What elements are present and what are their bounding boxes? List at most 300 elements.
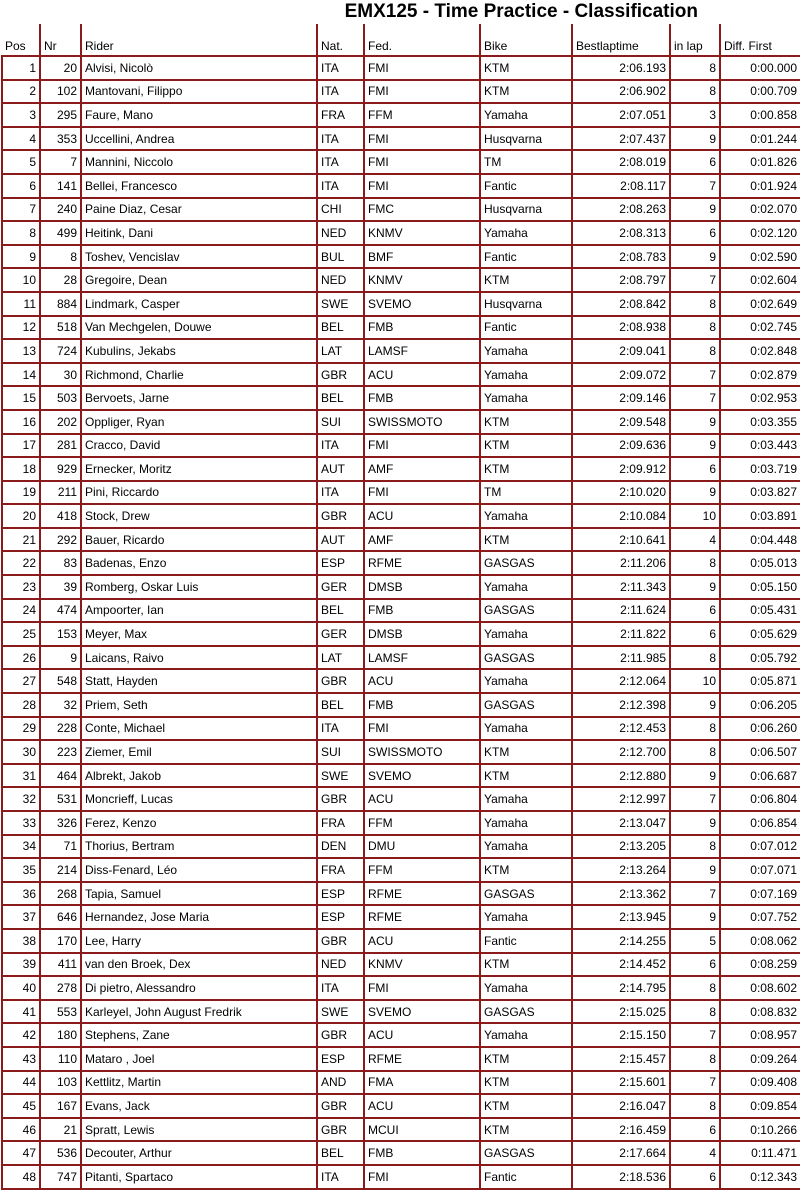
nr-cell: 7: [40, 150, 81, 174]
table-row: [2, 953, 800, 977]
pos-cell: 2: [2, 80, 40, 104]
bestlaptime-cell: 2:11.822: [572, 622, 670, 646]
fed-cell: FFM: [364, 858, 480, 882]
nr-cell: 102: [40, 80, 81, 104]
fed-cell: DMSB: [364, 622, 480, 646]
nat-cell: GER: [317, 622, 364, 646]
bike-cell: Fantic: [480, 174, 572, 198]
fed-cell: LAMSF: [364, 339, 480, 363]
column-header-nr: Nr: [40, 24, 81, 56]
rider-cell: Karleyel, John August Fredrik: [81, 1000, 317, 1024]
bestlaptime-cell: 2:08.783: [572, 245, 670, 269]
in-lap-cell: 9: [670, 858, 720, 882]
column-header-rider: Rider: [81, 24, 317, 56]
column-header-in-lap: in lap: [670, 24, 720, 56]
in-lap-cell: 7: [670, 1023, 720, 1047]
in-lap-cell: 8: [670, 835, 720, 859]
table-row: [2, 1071, 800, 1095]
bike-cell: KTM: [480, 434, 572, 458]
rider-cell: Tapia, Samuel: [81, 882, 317, 906]
table-row: [2, 457, 800, 481]
bestlaptime-cell: 2:14.452: [572, 953, 670, 977]
pos-cell: 18: [2, 457, 40, 481]
nat-cell: GBR: [317, 363, 364, 387]
in-lap-cell: 6: [670, 953, 720, 977]
nat-cell: ESP: [317, 551, 364, 575]
pos-cell: 34: [2, 835, 40, 859]
diff-first-cell: 0:02.848: [720, 339, 800, 363]
in-lap-cell: 8: [670, 292, 720, 316]
pos-cell: 45: [2, 1094, 40, 1118]
diff-first-cell: 0:05.792: [720, 646, 800, 670]
in-lap-cell: 4: [670, 1141, 720, 1165]
pos-cell: 41: [2, 1000, 40, 1024]
nr-cell: 202: [40, 410, 81, 434]
in-lap-cell: 8: [670, 740, 720, 764]
pos-cell: 24: [2, 599, 40, 623]
nr-cell: 295: [40, 103, 81, 127]
table-row: [2, 764, 800, 788]
nr-cell: 548: [40, 669, 81, 693]
table-row: [2, 221, 800, 245]
table-row: [2, 363, 800, 387]
bike-cell: Yamaha: [480, 386, 572, 410]
diff-first-cell: 0:05.013: [720, 551, 800, 575]
pos-cell: 27: [2, 669, 40, 693]
table-row: [2, 669, 800, 693]
rider-cell: Moncrieff, Lucas: [81, 787, 317, 811]
bike-cell: Yamaha: [480, 363, 572, 387]
bestlaptime-cell: 2:08.313: [572, 221, 670, 245]
rider-cell: Alvisi, Nicolò: [81, 56, 317, 80]
table-row: [2, 740, 800, 764]
in-lap-cell: 6: [670, 599, 720, 623]
bestlaptime-cell: 2:10.084: [572, 504, 670, 528]
in-lap-cell: 7: [670, 386, 720, 410]
table-row: [2, 858, 800, 882]
fed-cell: DMSB: [364, 575, 480, 599]
nat-cell: LAT: [317, 339, 364, 363]
bestlaptime-cell: 2:13.362: [572, 882, 670, 906]
bestlaptime-cell: 2:06.902: [572, 80, 670, 104]
diff-first-cell: 0:09.264: [720, 1047, 800, 1071]
rider-cell: Richmond, Charlie: [81, 363, 317, 387]
table-row: [2, 292, 800, 316]
diff-first-cell: 0:00.000: [720, 56, 800, 80]
diff-first-cell: 0:10.266: [720, 1118, 800, 1142]
table-row: [2, 551, 800, 575]
nat-cell: BEL: [317, 599, 364, 623]
table-row: [2, 56, 800, 80]
diff-first-cell: 0:06.507: [720, 740, 800, 764]
nr-cell: 884: [40, 292, 81, 316]
table-row: [2, 410, 800, 434]
nat-cell: GBR: [317, 1118, 364, 1142]
rider-cell: Meyer, Max: [81, 622, 317, 646]
bike-cell: Yamaha: [480, 787, 572, 811]
in-lap-cell: 9: [670, 434, 720, 458]
nat-cell: ITA: [317, 150, 364, 174]
bestlaptime-cell: 2:12.997: [572, 787, 670, 811]
rider-cell: Laicans, Raivo: [81, 646, 317, 670]
nr-cell: 153: [40, 622, 81, 646]
nat-cell: BEL: [317, 316, 364, 340]
bike-cell: GASGAS: [480, 882, 572, 906]
column-header-nat: Nat.: [317, 24, 364, 56]
rider-cell: Decouter, Arthur: [81, 1141, 317, 1165]
nat-cell: NED: [317, 221, 364, 245]
bike-cell: Yamaha: [480, 976, 572, 1000]
bike-cell: KTM: [480, 1047, 572, 1071]
nr-cell: 326: [40, 811, 81, 835]
bike-cell: Fantic: [480, 1165, 572, 1189]
fed-cell: ACU: [364, 1094, 480, 1118]
in-lap-cell: 8: [670, 1000, 720, 1024]
rider-cell: Faure, Mano: [81, 103, 317, 127]
fed-cell: ACU: [364, 363, 480, 387]
pos-cell: 21: [2, 528, 40, 552]
diff-first-cell: 0:12.343: [720, 1165, 800, 1189]
pos-cell: 33: [2, 811, 40, 835]
pos-cell: 38: [2, 929, 40, 953]
diff-first-cell: 0:05.629: [720, 622, 800, 646]
pos-cell: 29: [2, 717, 40, 741]
pos-cell: 1: [2, 56, 40, 80]
bestlaptime-cell: 2:09.146: [572, 386, 670, 410]
bestlaptime-cell: 2:16.047: [572, 1094, 670, 1118]
bike-cell: TM: [480, 481, 572, 505]
bike-cell: Husqvarna: [480, 198, 572, 222]
fed-cell: FMI: [364, 150, 480, 174]
table-row: [2, 787, 800, 811]
rider-cell: Stephens, Zane: [81, 1023, 317, 1047]
nat-cell: GER: [317, 575, 364, 599]
pos-cell: 8: [2, 221, 40, 245]
pos-cell: 26: [2, 646, 40, 670]
table-row: [2, 835, 800, 859]
nr-cell: 536: [40, 1141, 81, 1165]
rider-cell: Pini, Riccardo: [81, 481, 317, 505]
nat-cell: ITA: [317, 80, 364, 104]
nr-cell: 353: [40, 127, 81, 151]
pos-cell: 13: [2, 339, 40, 363]
bestlaptime-cell: 2:08.842: [572, 292, 670, 316]
nr-cell: 240: [40, 198, 81, 222]
pos-cell: 11: [2, 292, 40, 316]
bestlaptime-cell: 2:11.343: [572, 575, 670, 599]
nr-cell: 268: [40, 882, 81, 906]
rider-cell: Lee, Harry: [81, 929, 317, 953]
nat-cell: ITA: [317, 976, 364, 1000]
bike-cell: KTM: [480, 858, 572, 882]
rider-cell: Ferez, Kenzo: [81, 811, 317, 835]
fed-cell: FMI: [364, 56, 480, 80]
bestlaptime-cell: 2:07.437: [572, 127, 670, 151]
nat-cell: ITA: [317, 174, 364, 198]
bike-cell: GASGAS: [480, 551, 572, 575]
table-row: [2, 528, 800, 552]
bestlaptime-cell: 2:09.548: [572, 410, 670, 434]
pos-cell: 9: [2, 245, 40, 269]
bestlaptime-cell: 2:14.255: [572, 929, 670, 953]
nat-cell: ITA: [317, 481, 364, 505]
bestlaptime-cell: 2:18.536: [572, 1165, 670, 1189]
diff-first-cell: 0:02.604: [720, 268, 800, 292]
nat-cell: FRA: [317, 811, 364, 835]
in-lap-cell: 10: [670, 669, 720, 693]
bestlaptime-cell: 2:08.263: [572, 198, 670, 222]
nr-cell: 464: [40, 764, 81, 788]
in-lap-cell: 5: [670, 929, 720, 953]
pos-cell: 30: [2, 740, 40, 764]
bike-cell: Yamaha: [480, 1023, 572, 1047]
diff-first-cell: 0:11.471: [720, 1141, 800, 1165]
pos-cell: 17: [2, 434, 40, 458]
in-lap-cell: 8: [670, 976, 720, 1000]
bike-cell: KTM: [480, 740, 572, 764]
diff-first-cell: 0:00.858: [720, 103, 800, 127]
diff-first-cell: 0:08.602: [720, 976, 800, 1000]
fed-cell: KNMV: [364, 268, 480, 292]
table-row: [2, 245, 800, 269]
fed-cell: LAMSF: [364, 646, 480, 670]
pos-cell: 22: [2, 551, 40, 575]
fed-cell: FFM: [364, 811, 480, 835]
in-lap-cell: 10: [670, 504, 720, 528]
nr-cell: 292: [40, 528, 81, 552]
table-row: [2, 386, 800, 410]
table-row: [2, 575, 800, 599]
nat-cell: GBR: [317, 787, 364, 811]
nr-cell: 39: [40, 575, 81, 599]
fed-cell: AMF: [364, 457, 480, 481]
table-row: [2, 905, 800, 929]
diff-first-cell: 0:02.070: [720, 198, 800, 222]
nr-cell: 167: [40, 1094, 81, 1118]
pos-cell: 10: [2, 268, 40, 292]
in-lap-cell: 7: [670, 268, 720, 292]
fed-cell: FMB: [364, 599, 480, 623]
bike-cell: Yamaha: [480, 221, 572, 245]
in-lap-cell: 3: [670, 103, 720, 127]
diff-first-cell: 0:03.891: [720, 504, 800, 528]
nat-cell: FRA: [317, 858, 364, 882]
bike-cell: Yamaha: [480, 717, 572, 741]
nat-cell: SWE: [317, 292, 364, 316]
nr-cell: 8: [40, 245, 81, 269]
nat-cell: ITA: [317, 717, 364, 741]
pos-cell: 44: [2, 1071, 40, 1095]
nat-cell: GBR: [317, 929, 364, 953]
nr-cell: 20: [40, 56, 81, 80]
diff-first-cell: 0:02.879: [720, 363, 800, 387]
in-lap-cell: 8: [670, 1047, 720, 1071]
table-row: [2, 811, 800, 835]
in-lap-cell: 9: [670, 693, 720, 717]
diff-first-cell: 0:01.924: [720, 174, 800, 198]
in-lap-cell: 7: [670, 174, 720, 198]
nat-cell: AUT: [317, 528, 364, 552]
nr-cell: 228: [40, 717, 81, 741]
bike-cell: KTM: [480, 764, 572, 788]
fed-cell: FFM: [364, 103, 480, 127]
in-lap-cell: 6: [670, 1118, 720, 1142]
nat-cell: SUI: [317, 740, 364, 764]
bestlaptime-cell: 2:09.041: [572, 339, 670, 363]
nat-cell: GBR: [317, 1094, 364, 1118]
bestlaptime-cell: 2:15.025: [572, 1000, 670, 1024]
nat-cell: DEN: [317, 835, 364, 859]
column-header-bestlaptime: Bestlaptime: [572, 24, 670, 56]
diff-first-cell: 0:00.709: [720, 80, 800, 104]
nat-cell: GBR: [317, 504, 364, 528]
nr-cell: 499: [40, 221, 81, 245]
nr-cell: 28: [40, 268, 81, 292]
nr-cell: 211: [40, 481, 81, 505]
fed-cell: FMB: [364, 386, 480, 410]
pos-cell: 25: [2, 622, 40, 646]
page-title: EMX125 - Time Practice - Classification: [344, 1, 698, 22]
diff-first-cell: 0:02.649: [720, 292, 800, 316]
nat-cell: SWE: [317, 764, 364, 788]
fed-cell: SWISSMOTO: [364, 740, 480, 764]
pos-cell: 16: [2, 410, 40, 434]
table-row: [2, 693, 800, 717]
bike-cell: KTM: [480, 953, 572, 977]
bike-cell: Yamaha: [480, 103, 572, 127]
fed-cell: ACU: [364, 929, 480, 953]
nat-cell: BUL: [317, 245, 364, 269]
nr-cell: 223: [40, 740, 81, 764]
bestlaptime-cell: 2:12.453: [572, 717, 670, 741]
in-lap-cell: 8: [670, 1094, 720, 1118]
bike-cell: KTM: [480, 268, 572, 292]
bestlaptime-cell: 2:14.795: [572, 976, 670, 1000]
rider-cell: Toshev, Vencislav: [81, 245, 317, 269]
diff-first-cell: 0:07.071: [720, 858, 800, 882]
table-row: [2, 481, 800, 505]
nat-cell: GBR: [317, 1023, 364, 1047]
fed-cell: RFME: [364, 1047, 480, 1071]
in-lap-cell: 9: [670, 245, 720, 269]
pos-cell: 32: [2, 787, 40, 811]
diff-first-cell: 0:01.826: [720, 150, 800, 174]
rider-cell: Pitanti, Spartaco: [81, 1165, 317, 1189]
pos-cell: 19: [2, 481, 40, 505]
rider-cell: Hernandez, Jose Maria: [81, 905, 317, 929]
bike-cell: Fantic: [480, 245, 572, 269]
nat-cell: BEL: [317, 386, 364, 410]
nr-cell: 474: [40, 599, 81, 623]
fed-cell: RFME: [364, 551, 480, 575]
rider-cell: Statt, Hayden: [81, 669, 317, 693]
rider-cell: Romberg, Oskar Luis: [81, 575, 317, 599]
rider-cell: Gregoire, Dean: [81, 268, 317, 292]
table-row: [2, 434, 800, 458]
rider-cell: Mannini, Niccolo: [81, 150, 317, 174]
rider-cell: Ziemer, Emil: [81, 740, 317, 764]
diff-first-cell: 0:07.169: [720, 882, 800, 906]
nat-cell: ITA: [317, 1165, 364, 1189]
table-row: [2, 316, 800, 340]
nat-cell: BEL: [317, 1141, 364, 1165]
nat-cell: NED: [317, 268, 364, 292]
fed-cell: FMC: [364, 198, 480, 222]
rider-cell: Cracco, David: [81, 434, 317, 458]
table-row: [2, 599, 800, 623]
pos-cell: 37: [2, 905, 40, 929]
nr-cell: 83: [40, 551, 81, 575]
in-lap-cell: 6: [670, 221, 720, 245]
nat-cell: CHI: [317, 198, 364, 222]
bestlaptime-cell: 2:15.601: [572, 1071, 670, 1095]
nr-cell: 21: [40, 1118, 81, 1142]
header-row: [2, 24, 800, 56]
bestlaptime-cell: 2:08.019: [572, 150, 670, 174]
rider-cell: Di pietro, Alessandro: [81, 976, 317, 1000]
in-lap-cell: 7: [670, 1071, 720, 1095]
rider-cell: Bervoets, Jarne: [81, 386, 317, 410]
table-row: [2, 1165, 800, 1189]
bestlaptime-cell: 2:12.880: [572, 764, 670, 788]
bestlaptime-cell: 2:17.664: [572, 1141, 670, 1165]
in-lap-cell: 9: [670, 198, 720, 222]
bestlaptime-cell: 2:09.072: [572, 363, 670, 387]
nr-cell: 180: [40, 1023, 81, 1047]
bestlaptime-cell: 2:08.797: [572, 268, 670, 292]
fed-cell: RFME: [364, 882, 480, 906]
bike-cell: KTM: [480, 1094, 572, 1118]
nr-cell: 141: [40, 174, 81, 198]
bike-cell: Husqvarna: [480, 292, 572, 316]
table-row: [2, 504, 800, 528]
rider-cell: Kubulins, Jekabs: [81, 339, 317, 363]
bestlaptime-cell: 2:08.117: [572, 174, 670, 198]
bike-cell: GASGAS: [480, 599, 572, 623]
pos-cell: 35: [2, 858, 40, 882]
rider-cell: Bauer, Ricardo: [81, 528, 317, 552]
diff-first-cell: 0:06.854: [720, 811, 800, 835]
rider-cell: Heitink, Dani: [81, 221, 317, 245]
nat-cell: SUI: [317, 410, 364, 434]
table-row: [2, 339, 800, 363]
pos-cell: 47: [2, 1141, 40, 1165]
table-row: [2, 127, 800, 151]
bestlaptime-cell: 2:13.047: [572, 811, 670, 835]
rider-cell: Priem, Seth: [81, 693, 317, 717]
diff-first-cell: 0:02.590: [720, 245, 800, 269]
diff-first-cell: 0:06.687: [720, 764, 800, 788]
fed-cell: ACU: [364, 1023, 480, 1047]
table-row: [2, 103, 800, 127]
diff-first-cell: 0:02.120: [720, 221, 800, 245]
pos-cell: 4: [2, 127, 40, 151]
bike-cell: GASGAS: [480, 693, 572, 717]
rider-cell: Stock, Drew: [81, 504, 317, 528]
in-lap-cell: 4: [670, 528, 720, 552]
pos-cell: 14: [2, 363, 40, 387]
bike-cell: KTM: [480, 80, 572, 104]
fed-cell: FMB: [364, 316, 480, 340]
bestlaptime-cell: 2:08.938: [572, 316, 670, 340]
fed-cell: FMI: [364, 80, 480, 104]
nat-cell: SWE: [317, 1000, 364, 1024]
diff-first-cell: 0:08.259: [720, 953, 800, 977]
table-row: [2, 646, 800, 670]
diff-first-cell: 0:05.431: [720, 599, 800, 623]
nr-cell: 110: [40, 1047, 81, 1071]
in-lap-cell: 9: [670, 410, 720, 434]
